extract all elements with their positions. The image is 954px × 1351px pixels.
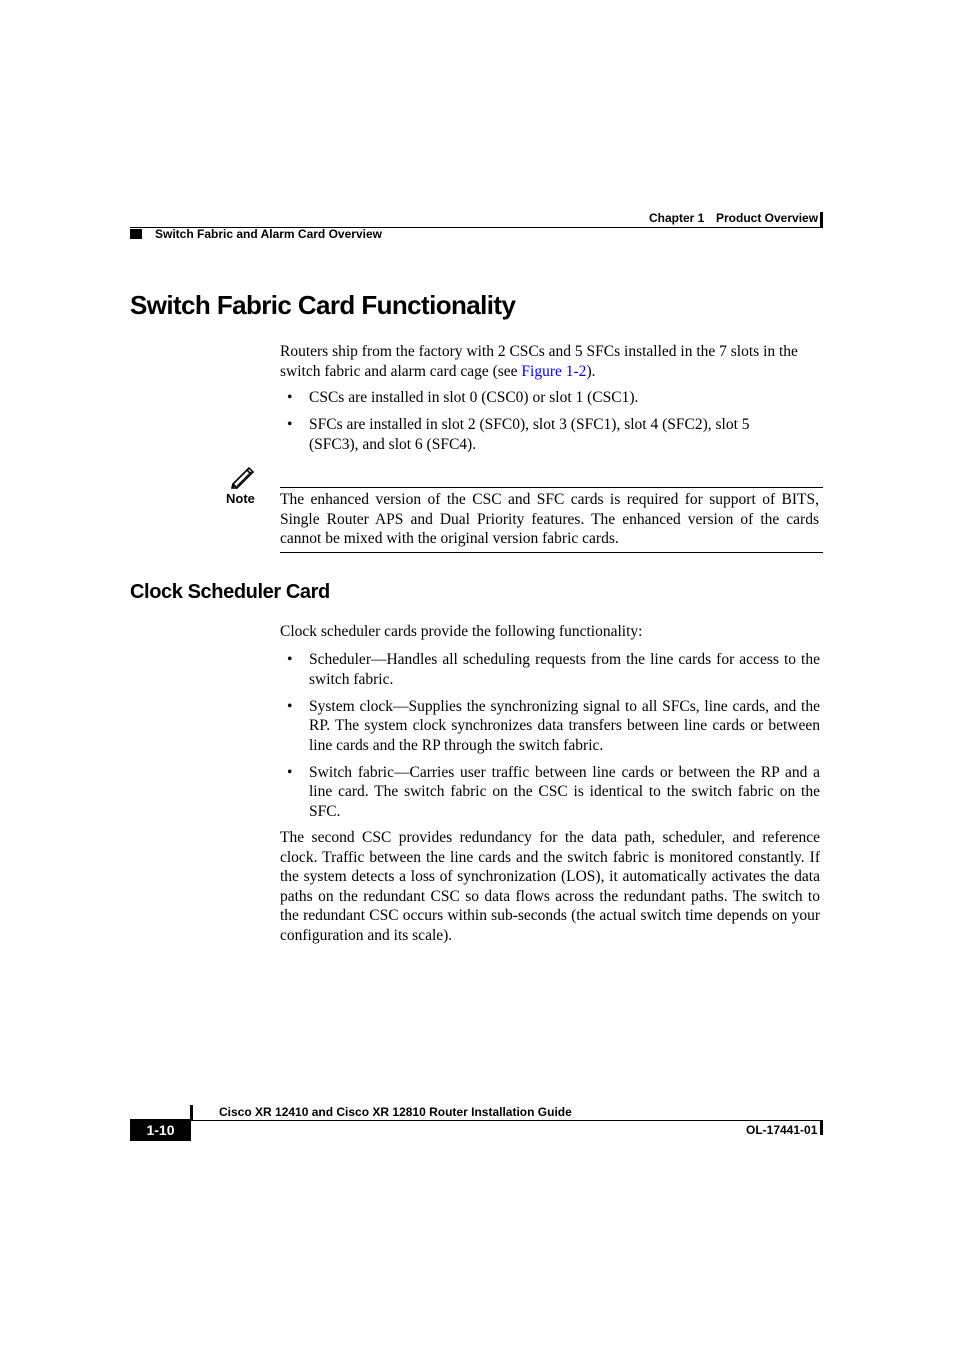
header-chapter-title: Product Overview (716, 211, 819, 225)
list-item-text: SFCs are installed in slot 2 (SFC0), slot 3 (SFC1), slot 4 (SFC2), slot 5 (SFC3), and slot 6 (SFC4). (309, 416, 750, 453)
header-chapter: Chapter 1 (649, 211, 705, 225)
section-title-clock-scheduler: Clock Scheduler Card (130, 581, 330, 603)
section2-bullet-list (280, 650, 820, 829)
note-text: The enhanced version of the CSC and SFC cards is required for support of BITS, Single Router APS and Dual Priority features. The enhanced version of the cards cannot be mixed with the original version fabric cards. (280, 491, 819, 547)
list-item-text: Switch fabric—Carries user traffic between line cards or between the RP and a line card. The switch fabric on the CSC is identical to the switch fabric on the SFC. (309, 763, 820, 820)
header-section: Switch Fabric and Alarm Card Overview (155, 227, 382, 241)
header-block-marker (130, 229, 142, 239)
bullet-icon: • (287, 416, 293, 433)
section1-intro (280, 342, 820, 381)
section2-intro: Clock scheduler cards provide the following functionality: (280, 623, 643, 640)
list-item (280, 697, 820, 756)
footer-doc-number: OL-17441-01 (746, 1123, 818, 1137)
bullet-icon: • (287, 763, 293, 781)
pencil-note-icon (229, 463, 255, 489)
list-item-text: System clock—Supplies the synchronizing signal to all SFCs, line cards, and the RP. The system clock synchronizes data transfers between line cards or between line cards and the RP through the switch fabric. (309, 697, 820, 754)
section-title-switch-fabric: Switch Fabric Card Functionality (130, 290, 516, 320)
footer-right-bar (820, 1121, 823, 1135)
section1-intro-tail: ). (586, 362, 596, 380)
list-item-text: CSCs are installed in slot 0 (CSC0) or slot 1 (CSC1). (309, 389, 639, 406)
note-bottom-rule (280, 552, 823, 553)
list-item (280, 415, 820, 454)
page-number: 1-10 (130, 1119, 191, 1141)
note-top-rule (280, 487, 823, 488)
list-item (280, 388, 820, 408)
section1-bullet-list (280, 388, 820, 462)
list-item-text: Scheduler—Handles all scheduling requests from the line cards for access to the switch fabric. (309, 651, 820, 688)
footer-guide-title: Cisco XR 12410 and Cisco XR 12810 Router Installation Guide (219, 1105, 572, 1119)
bullet-icon: • (287, 697, 293, 715)
list-item (280, 650, 820, 689)
figure-link[interactable]: Figure 1-2 (521, 362, 587, 380)
footer-rule (190, 1120, 823, 1121)
bullet-icon: • (287, 389, 293, 406)
section2-closing: The second CSC provides redundancy for the data path, scheduler, and reference clock. Traffic between the line cards and the switch fabric is monitored constantly. If the system detects a loss of synchronization (LOS), it automatically activates the data paths on the redundant CSC so data flows across the redundant paths. The switch to the redundant CSC occurs within sub-seconds (the actual switch time depends on your configuration and its scale). (280, 829, 820, 944)
header-right-bar (820, 212, 823, 228)
note-label: Note (226, 491, 255, 506)
list-item (280, 763, 820, 822)
section1-intro-text: Routers ship from the factory with 2 CSCs and 5 SFCs installed in the 7 slots in the switch fabric and alarm card cage (see (280, 343, 798, 380)
bullet-icon: • (287, 651, 293, 668)
